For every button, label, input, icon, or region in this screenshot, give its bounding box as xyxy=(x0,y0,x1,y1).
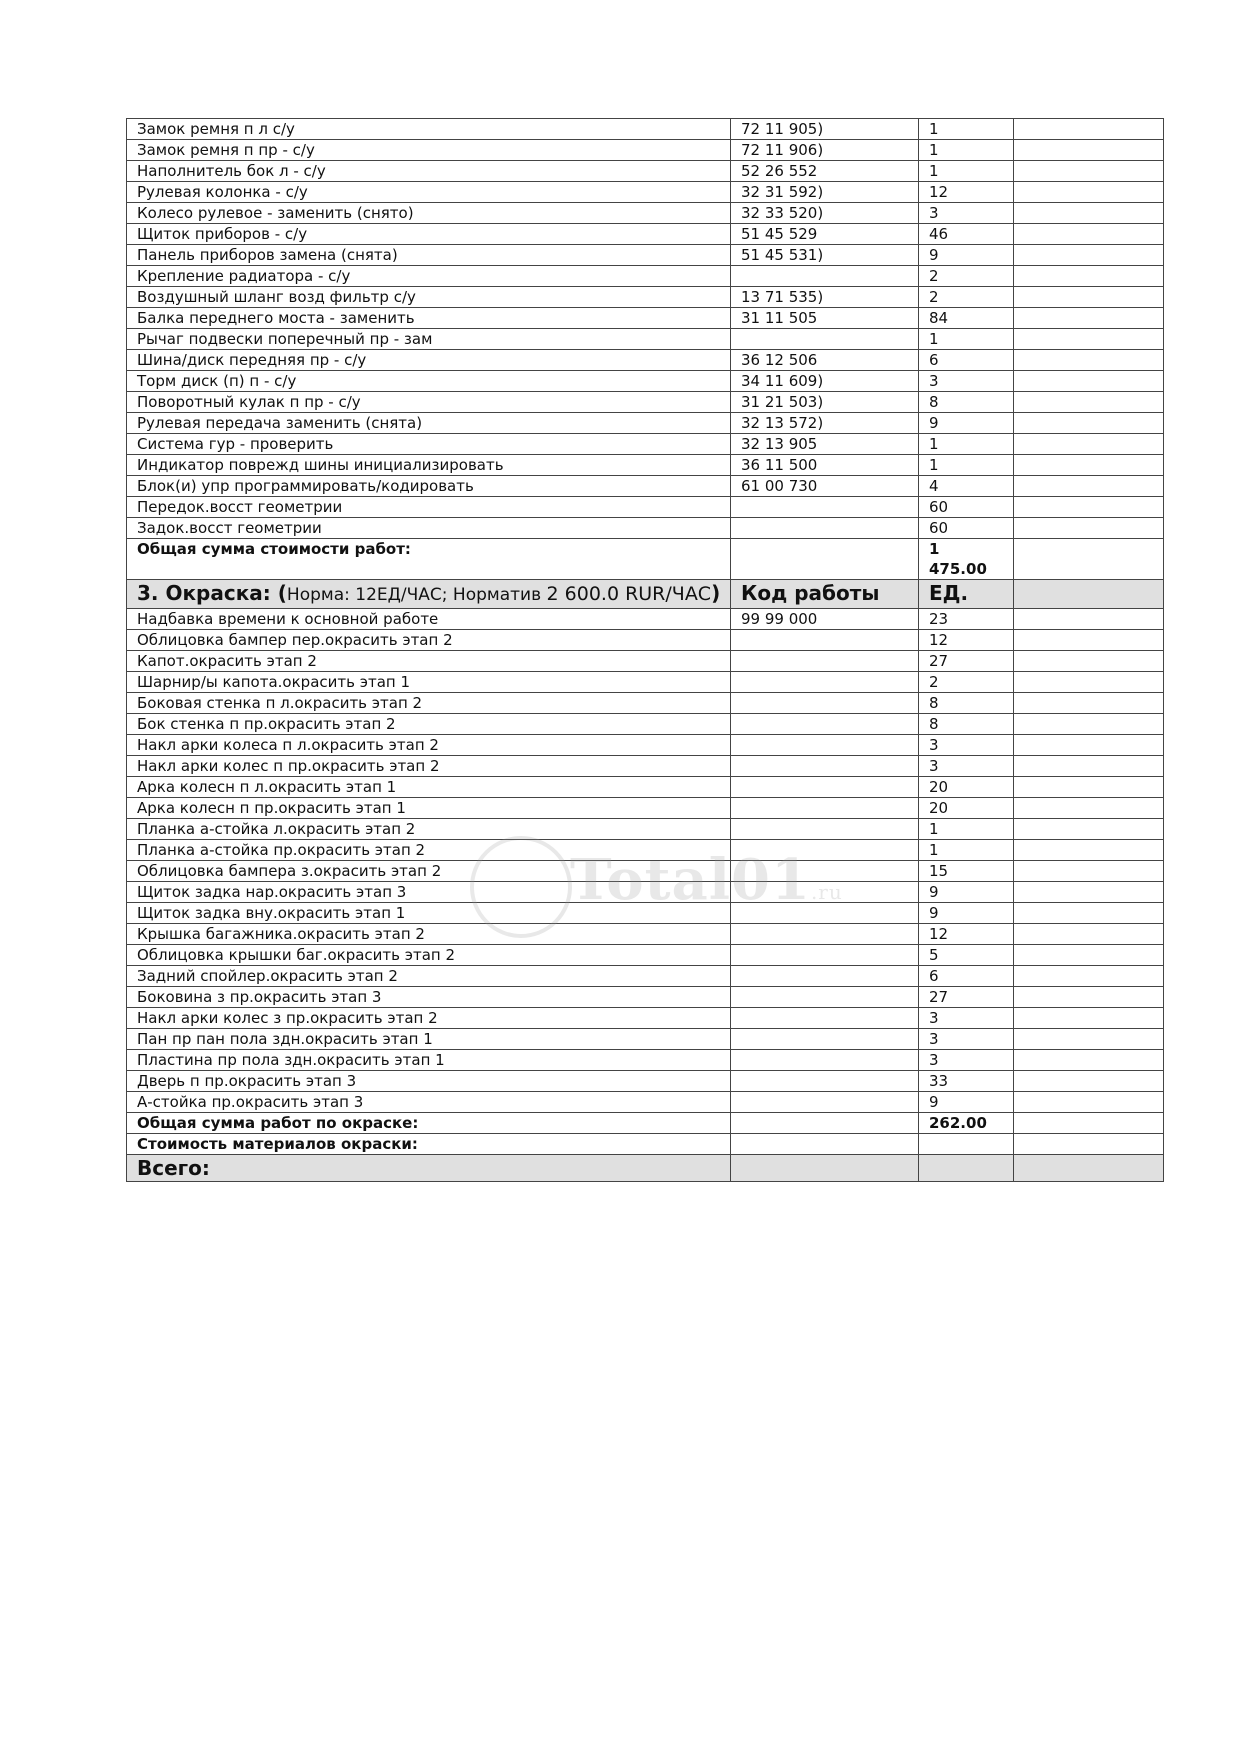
table-row xyxy=(127,735,1164,756)
paint-total-label: Общая сумма работ по окраске: xyxy=(127,1113,731,1134)
item-code-cell: 31 11 505 xyxy=(731,308,919,329)
item-name-cell: Шина/диск передняя пр - с/у xyxy=(127,350,731,371)
item-name-cell: Облицовка бампера з.окрасить этап 2 xyxy=(127,861,731,882)
item-units-cell: 20 xyxy=(919,798,1014,819)
item-name-cell: Щиток задка вну.окрасить этап 1 xyxy=(127,903,731,924)
paint-total-code xyxy=(731,1113,919,1134)
item-extra-cell xyxy=(1014,903,1164,924)
item-units-cell: 1 xyxy=(919,819,1014,840)
item-extra-cell xyxy=(1014,1008,1164,1029)
item-code-cell xyxy=(731,756,919,777)
item-units-cell: 9 xyxy=(919,903,1014,924)
item-extra-cell xyxy=(1014,861,1164,882)
estimate-table xyxy=(126,118,1164,1182)
table-row xyxy=(127,840,1164,861)
item-units-cell: 60 xyxy=(919,497,1014,518)
item-extra-cell xyxy=(1014,413,1164,434)
table-row xyxy=(127,882,1164,903)
work-items-body xyxy=(127,119,1164,539)
item-code-cell xyxy=(731,497,919,518)
item-units-cell: 1 xyxy=(919,119,1014,140)
item-extra-cell xyxy=(1014,266,1164,287)
item-code-cell: 36 12 506 xyxy=(731,350,919,371)
paint-norm-text: Норма: 12ЕД/ЧАС; Норматив xyxy=(286,585,547,605)
table-row xyxy=(127,203,1164,224)
item-code-cell xyxy=(731,777,919,798)
item-extra-cell xyxy=(1014,840,1164,861)
paint-materials-code xyxy=(731,1134,919,1155)
item-name-cell: Задний спойлер.окрасить этап 2 xyxy=(127,966,731,987)
item-name-cell: Система гур - проверить xyxy=(127,434,731,455)
item-extra-cell xyxy=(1014,966,1164,987)
table-row xyxy=(127,434,1164,455)
item-code-cell xyxy=(731,924,919,945)
table-row xyxy=(127,518,1164,539)
item-units-cell: 12 xyxy=(919,182,1014,203)
table-row xyxy=(127,966,1164,987)
item-name-cell: Щиток задка нар.окрасить этап 3 xyxy=(127,882,731,903)
item-extra-cell xyxy=(1014,714,1164,735)
table-row xyxy=(127,266,1164,287)
grand-total-extra xyxy=(1014,1155,1164,1182)
table-row xyxy=(127,182,1164,203)
table-row xyxy=(127,1008,1164,1029)
item-units-cell: 46 xyxy=(919,224,1014,245)
item-code-cell xyxy=(731,1071,919,1092)
item-units-cell: 12 xyxy=(919,630,1014,651)
table-row xyxy=(127,693,1164,714)
item-units-cell: 5 xyxy=(919,945,1014,966)
item-units-cell: 2 xyxy=(919,672,1014,693)
table-row xyxy=(127,861,1164,882)
item-code-cell xyxy=(731,798,919,819)
item-code-cell: 32 13 905 xyxy=(731,434,919,455)
table-row xyxy=(127,1029,1164,1050)
item-units-cell: 8 xyxy=(919,693,1014,714)
item-units-cell: 4 xyxy=(919,476,1014,497)
paint-col-code: Код работы xyxy=(731,580,919,609)
item-code-cell: 51 45 529 xyxy=(731,224,919,245)
table-row xyxy=(127,119,1164,140)
paint-col-extra xyxy=(1014,580,1164,609)
table-row xyxy=(127,413,1164,434)
item-extra-cell xyxy=(1014,630,1164,651)
paint-title-close: ) xyxy=(711,581,721,605)
item-name-cell: Замок ремня п пр - с/у xyxy=(127,140,731,161)
item-extra-cell xyxy=(1014,1050,1164,1071)
item-units-cell: 84 xyxy=(919,308,1014,329)
item-units-cell: 8 xyxy=(919,392,1014,413)
works-total-extra xyxy=(1014,539,1164,580)
item-name-cell: Рулевая передача заменить (снята) xyxy=(127,413,731,434)
item-code-cell: 32 13 572) xyxy=(731,413,919,434)
item-name-cell: Поворотный кулак п пр - с/у xyxy=(127,392,731,413)
item-extra-cell xyxy=(1014,245,1164,266)
item-code-cell xyxy=(731,903,919,924)
item-code-cell xyxy=(731,945,919,966)
item-extra-cell xyxy=(1014,798,1164,819)
item-extra-cell xyxy=(1014,497,1164,518)
item-extra-cell xyxy=(1014,434,1164,455)
paint-section-header xyxy=(127,580,1164,609)
item-name-cell: Накл арки колес з пр.окрасить этап 2 xyxy=(127,1008,731,1029)
item-extra-cell xyxy=(1014,1092,1164,1113)
table-row xyxy=(127,756,1164,777)
table-row xyxy=(127,371,1164,392)
item-code-cell: 31 21 503) xyxy=(731,392,919,413)
watermark-name: Total01 xyxy=(570,847,811,913)
item-code-cell xyxy=(731,861,919,882)
item-code-cell xyxy=(731,329,919,350)
paint-total-value: 262.00 xyxy=(919,1113,1014,1134)
table-row xyxy=(127,161,1164,182)
item-code-cell xyxy=(731,1092,919,1113)
item-units-cell: 27 xyxy=(919,651,1014,672)
paint-totals-body xyxy=(127,1113,1164,1182)
item-name-cell: Торм диск (п) п - с/у xyxy=(127,371,731,392)
table-row xyxy=(127,497,1164,518)
item-code-cell: 72 11 906) xyxy=(731,140,919,161)
item-extra-cell xyxy=(1014,119,1164,140)
table-row xyxy=(127,651,1164,672)
item-extra-cell xyxy=(1014,224,1164,245)
item-name-cell: Бок стенка п пр.окрасить этап 2 xyxy=(127,714,731,735)
table-row xyxy=(127,329,1164,350)
paint-materials-row xyxy=(127,1134,1164,1155)
item-code-cell: 13 71 535) xyxy=(731,287,919,308)
item-extra-cell xyxy=(1014,476,1164,497)
table-row xyxy=(127,245,1164,266)
item-name-cell: Балка переднего моста - заменить xyxy=(127,308,731,329)
item-units-cell: 23 xyxy=(919,609,1014,630)
item-name-cell: Рулевая колонка - с/у xyxy=(127,182,731,203)
table-row xyxy=(127,1071,1164,1092)
item-code-cell xyxy=(731,651,919,672)
table-row xyxy=(127,1092,1164,1113)
item-extra-cell xyxy=(1014,308,1164,329)
paint-norm-value: 2 600.0 RUR/ЧАС xyxy=(546,583,712,605)
item-extra-cell xyxy=(1014,777,1164,798)
item-extra-cell xyxy=(1014,161,1164,182)
item-units-cell: 1 xyxy=(919,434,1014,455)
watermark-suffix: .ru xyxy=(810,880,843,904)
paint-total-extra xyxy=(1014,1113,1164,1134)
item-name-cell: Колесо рулевое - заменить (снято) xyxy=(127,203,731,224)
item-code-cell xyxy=(731,882,919,903)
item-code-cell: 32 33 520) xyxy=(731,203,919,224)
item-code-cell xyxy=(731,840,919,861)
item-extra-cell xyxy=(1014,924,1164,945)
table-row xyxy=(127,455,1164,476)
estimate-page xyxy=(126,118,1163,1182)
item-extra-cell xyxy=(1014,651,1164,672)
item-units-cell: 27 xyxy=(919,987,1014,1008)
item-name-cell: А-стойка пр.окрасить этап 3 xyxy=(127,1092,731,1113)
item-units-cell: 9 xyxy=(919,245,1014,266)
item-code-cell xyxy=(731,987,919,1008)
paint-materials-extra xyxy=(1014,1134,1164,1155)
item-name-cell: Задок.восст геометрии xyxy=(127,518,731,539)
item-name-cell: Арка колесн п л.окрасить этап 1 xyxy=(127,777,731,798)
item-units-cell: 3 xyxy=(919,203,1014,224)
item-units-cell: 1 xyxy=(919,140,1014,161)
paint-materials-value xyxy=(919,1134,1014,1155)
item-units-cell: 3 xyxy=(919,1008,1014,1029)
item-extra-cell xyxy=(1014,329,1164,350)
table-row xyxy=(127,1050,1164,1071)
paint-section-title xyxy=(127,580,731,609)
item-name-cell: Облицовка крышки баг.окрасить этап 2 xyxy=(127,945,731,966)
grand-total-row xyxy=(127,1155,1164,1182)
item-extra-cell xyxy=(1014,609,1164,630)
item-name-cell: Капот.окрасить этап 2 xyxy=(127,651,731,672)
grand-total-code xyxy=(731,1155,919,1182)
item-extra-cell xyxy=(1014,819,1164,840)
item-extra-cell xyxy=(1014,945,1164,966)
item-name-cell: Накл арки колес п пр.окрасить этап 2 xyxy=(127,756,731,777)
grand-total-value xyxy=(919,1155,1014,1182)
item-units-cell: 2 xyxy=(919,266,1014,287)
item-units-cell: 3 xyxy=(919,371,1014,392)
table-row xyxy=(127,224,1164,245)
item-units-cell: 12 xyxy=(919,924,1014,945)
works-total-value: 1 475.00 xyxy=(919,539,1014,580)
item-units-cell: 6 xyxy=(919,350,1014,371)
paint-col-units: ЕД. xyxy=(919,580,1014,609)
table-row xyxy=(127,630,1164,651)
item-extra-cell xyxy=(1014,182,1164,203)
works-total-label: Общая сумма стоимости работ: xyxy=(127,539,731,580)
item-extra-cell xyxy=(1014,693,1164,714)
item-code-cell xyxy=(731,819,919,840)
paint-materials-label: Стоимость материалов окраски: xyxy=(127,1134,731,1155)
item-name-cell: Щиток приборов - с/у xyxy=(127,224,731,245)
item-units-cell: 6 xyxy=(919,966,1014,987)
item-extra-cell xyxy=(1014,392,1164,413)
item-units-cell: 1 xyxy=(919,840,1014,861)
table-row xyxy=(127,287,1164,308)
item-units-cell: 3 xyxy=(919,1029,1014,1050)
table-row xyxy=(127,903,1164,924)
item-units-cell: 9 xyxy=(919,1092,1014,1113)
table-row xyxy=(127,798,1164,819)
item-extra-cell xyxy=(1014,735,1164,756)
item-name-cell: Крепление радиатора - с/у xyxy=(127,266,731,287)
item-code-cell: 51 45 531) xyxy=(731,245,919,266)
item-extra-cell xyxy=(1014,882,1164,903)
item-name-cell: Облицовка бампер пер.окрасить этап 2 xyxy=(127,630,731,651)
item-code-cell: 72 11 905) xyxy=(731,119,919,140)
item-extra-cell xyxy=(1014,350,1164,371)
item-units-cell: 9 xyxy=(919,413,1014,434)
item-code-cell xyxy=(731,266,919,287)
item-extra-cell xyxy=(1014,756,1164,777)
table-row xyxy=(127,714,1164,735)
works-total-row xyxy=(127,539,1164,580)
item-extra-cell xyxy=(1014,455,1164,476)
item-units-cell: 60 xyxy=(919,518,1014,539)
item-code-cell xyxy=(731,630,919,651)
item-code-cell xyxy=(731,1029,919,1050)
table-row xyxy=(127,609,1164,630)
paint-items-body xyxy=(127,609,1164,1113)
item-name-cell: Дверь п пр.окрасить этап 3 xyxy=(127,1071,731,1092)
table-row xyxy=(127,924,1164,945)
table-row xyxy=(127,777,1164,798)
item-extra-cell xyxy=(1014,203,1164,224)
item-name-cell: Пан пр пан пола здн.окрасить этап 1 xyxy=(127,1029,731,1050)
item-code-cell xyxy=(731,518,919,539)
grand-total-label: Всего: xyxy=(127,1155,731,1182)
item-name-cell: Планка а-стойка л.окрасить этап 2 xyxy=(127,819,731,840)
item-units-cell: 33 xyxy=(919,1071,1014,1092)
item-name-cell: Крышка багажника.окрасить этап 2 xyxy=(127,924,731,945)
item-extra-cell xyxy=(1014,672,1164,693)
item-extra-cell xyxy=(1014,287,1164,308)
item-name-cell: Шарнир/ы капота.окрасить этап 1 xyxy=(127,672,731,693)
item-name-cell: Надбавка времени к основной работе xyxy=(127,609,731,630)
item-code-cell: 99 99 000 xyxy=(731,609,919,630)
item-code-cell: 32 31 592) xyxy=(731,182,919,203)
table-row xyxy=(127,350,1164,371)
paint-title: 3. Окраска: ( xyxy=(137,581,287,605)
item-name-cell: Панель приборов замена (снята) xyxy=(127,245,731,266)
item-name-cell: Блок(и) упр программировать/кодировать xyxy=(127,476,731,497)
item-name-cell: Боковая стенка п л.окрасить этап 2 xyxy=(127,693,731,714)
item-code-cell xyxy=(731,672,919,693)
item-name-cell: Планка а-стойка пр.окрасить этап 2 xyxy=(127,840,731,861)
item-name-cell: Передок.восст геометрии xyxy=(127,497,731,518)
table-row xyxy=(127,392,1164,413)
item-name-cell: Индикатор поврежд шины инициализировать xyxy=(127,455,731,476)
item-code-cell: 52 26 552 xyxy=(731,161,919,182)
item-units-cell: 1 xyxy=(919,329,1014,350)
item-code-cell xyxy=(731,1008,919,1029)
item-code-cell xyxy=(731,693,919,714)
item-name-cell: Боковина з пр.окрасить этап 3 xyxy=(127,987,731,1008)
item-name-cell: Наполнитель бок л - с/у xyxy=(127,161,731,182)
item-code-cell xyxy=(731,1050,919,1071)
item-code-cell xyxy=(731,735,919,756)
item-units-cell: 3 xyxy=(919,735,1014,756)
table-row xyxy=(127,945,1164,966)
item-name-cell: Воздушный шланг возд фильтр с/у xyxy=(127,287,731,308)
item-code-cell: 36 11 500 xyxy=(731,455,919,476)
item-name-cell: Пластина пр пола здн.окрасить этап 1 xyxy=(127,1050,731,1071)
table-row xyxy=(127,672,1164,693)
item-units-cell: 1 xyxy=(919,455,1014,476)
item-extra-cell xyxy=(1014,1071,1164,1092)
item-code-cell: 34 11 609) xyxy=(731,371,919,392)
table-row xyxy=(127,140,1164,161)
item-name-cell: Рычаг подвески поперечный пр - зам xyxy=(127,329,731,350)
item-units-cell: 1 xyxy=(919,161,1014,182)
paint-total-row xyxy=(127,1113,1164,1134)
item-name-cell: Замок ремня п л с/у xyxy=(127,119,731,140)
item-extra-cell xyxy=(1014,140,1164,161)
item-extra-cell xyxy=(1014,1029,1164,1050)
item-units-cell: 15 xyxy=(919,861,1014,882)
table-row xyxy=(127,987,1164,1008)
item-extra-cell xyxy=(1014,371,1164,392)
item-code-cell: 61 00 730 xyxy=(731,476,919,497)
table-row xyxy=(127,476,1164,497)
table-row xyxy=(127,819,1164,840)
table-row xyxy=(127,308,1164,329)
item-name-cell: Арка колесн п пр.окрасить этап 1 xyxy=(127,798,731,819)
item-units-cell: 2 xyxy=(919,287,1014,308)
item-units-cell: 3 xyxy=(919,756,1014,777)
item-extra-cell xyxy=(1014,987,1164,1008)
works-total-body xyxy=(127,539,1164,609)
works-total-code xyxy=(731,539,919,580)
item-name-cell: Накл арки колеса п л.окрасить этап 2 xyxy=(127,735,731,756)
item-units-cell: 8 xyxy=(919,714,1014,735)
item-units-cell: 20 xyxy=(919,777,1014,798)
item-extra-cell xyxy=(1014,518,1164,539)
item-code-cell xyxy=(731,966,919,987)
item-code-cell xyxy=(731,714,919,735)
item-units-cell: 3 xyxy=(919,1050,1014,1071)
item-units-cell: 9 xyxy=(919,882,1014,903)
